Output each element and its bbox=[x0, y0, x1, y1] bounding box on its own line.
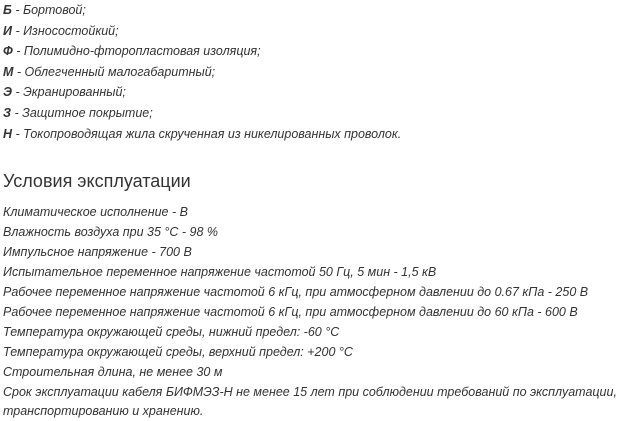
operating-conditions-list bbox=[3, 202, 621, 421]
legend-text: - Токопроводящая жила скрученная из никелированных проволок. bbox=[12, 126, 402, 141]
legend-code: М bbox=[3, 64, 14, 79]
condition-item: Рабочее переменное напряжение частотой 6 кГц, при атмосферном давлении до 60 кПа - 600 В bbox=[3, 305, 578, 319]
condition-item: Температура окружающей среды, нижний предел: -60 °С bbox=[3, 325, 340, 339]
condition-item: Строительная длина, не менее 30 м bbox=[3, 365, 223, 379]
condition-item: Испытательное переменное напряжение частотой 50 Гц, 5 мин - 1,5 кВ bbox=[3, 265, 437, 279]
legend-code: Б bbox=[3, 3, 12, 17]
section-title: Условия эксплуатации bbox=[3, 171, 191, 191]
legend-item-z bbox=[3, 103, 621, 124]
legend-item-b bbox=[3, 0, 621, 21]
legend-code: И bbox=[3, 23, 12, 38]
condition-item: Влажность воздуха при 35 °С - 98 % bbox=[3, 225, 219, 239]
legend-code: Ф bbox=[3, 44, 13, 59]
legend-text: - Экранированный; bbox=[11, 85, 126, 100]
legend-item-e bbox=[3, 82, 621, 103]
legend-code: Э bbox=[3, 85, 12, 100]
legend-item-n bbox=[3, 124, 621, 145]
condition-item: Рабочее переменное напряжение частотой 6 кГц, при атмосферном давлении до 0.67 кПа - 250 В bbox=[3, 285, 589, 299]
page-content bbox=[3, 0, 621, 418]
legend-code: Н bbox=[3, 126, 13, 141]
condition-item: Климатическое исполнение - В bbox=[3, 205, 188, 219]
legend-item-f bbox=[3, 41, 621, 62]
legend-item-m bbox=[3, 62, 621, 83]
condition-item: Импульсное напряжение - 700 В bbox=[3, 245, 192, 259]
legend-item-i bbox=[3, 21, 621, 42]
condition-item: Срок эксплуатации кабеля БИФМЭЗ-Н не менее 15 лет при соблюдении требований по эксплуатации, транспортированию и хранению. bbox=[3, 385, 617, 418]
legend-text: - Износостойкий; bbox=[12, 23, 119, 38]
marking-legend bbox=[3, 0, 621, 144]
legend-text: - Полимидно-фторопластовая изоляция; bbox=[12, 44, 261, 59]
legend-text: - Облегченный малогабаритный; bbox=[13, 64, 216, 79]
legend-text: - Защитное покрытие; bbox=[11, 105, 153, 120]
legend-text: - Бортовой; bbox=[11, 3, 86, 17]
condition-item: Температура окружающей среды, верхний предел: +200 °С bbox=[3, 345, 353, 359]
legend-code: З bbox=[3, 105, 12, 120]
